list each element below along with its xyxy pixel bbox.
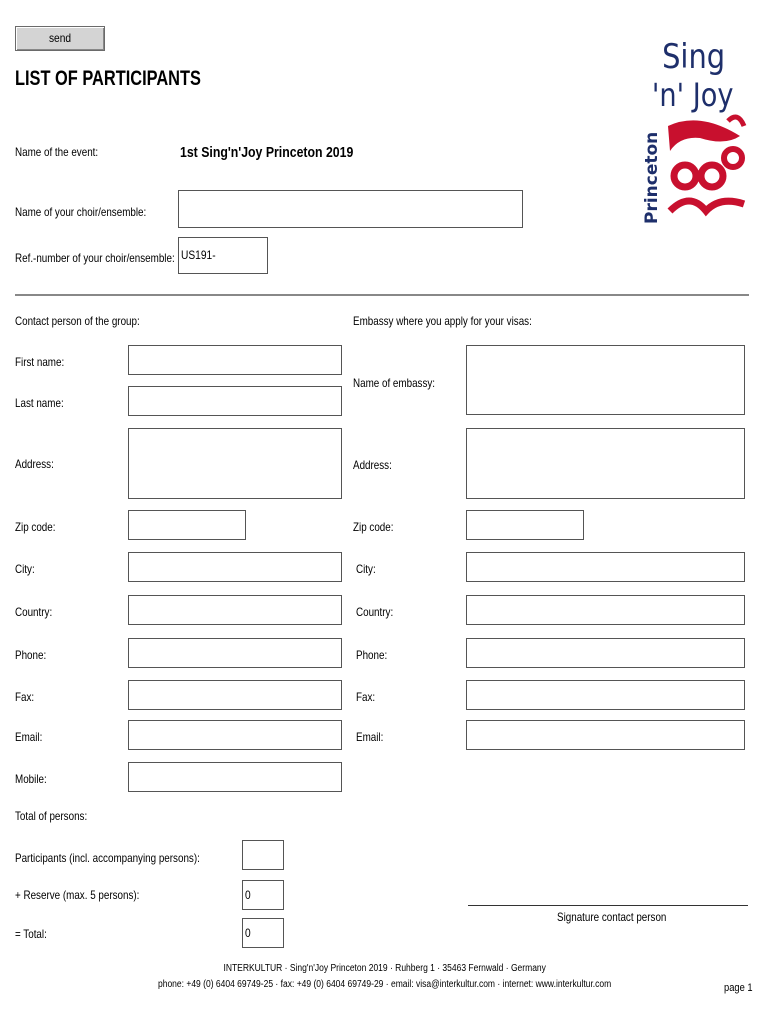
- contact-email-field[interactable]: [128, 720, 342, 750]
- event-name-value: 1st Sing'n'Joy Princeton 2019: [180, 144, 354, 161]
- reserve-field[interactable]: [242, 880, 284, 910]
- embassy-fax-label: Fax:: [356, 690, 376, 704]
- total-label: = Total:: [15, 927, 47, 941]
- embassy-email-label: Email:: [356, 730, 384, 744]
- contact-phone-label: Phone:: [15, 648, 47, 662]
- section-divider: [15, 294, 749, 296]
- contact-address-label: Address:: [15, 457, 54, 471]
- contact-fax-label: Fax:: [15, 690, 35, 704]
- page-title: LIST OF PARTICIPANTS: [15, 67, 201, 90]
- logo-text-sing: Sing: [662, 37, 726, 77]
- send-button[interactable]: send: [15, 26, 105, 51]
- embassy-phone-label: Phone:: [356, 648, 388, 662]
- contact-zip-label: Zip code:: [15, 520, 56, 534]
- contact-heading: Contact person of the group:: [15, 314, 140, 328]
- contact-country-field[interactable]: [128, 595, 342, 625]
- embassy-country-field[interactable]: [466, 595, 745, 625]
- embassy-zip-field[interactable]: [466, 510, 584, 540]
- contact-country-label: Country:: [15, 605, 53, 619]
- participants-label: Participants (incl. accompanying persons):: [15, 851, 200, 865]
- total-value: 0: [245, 926, 251, 940]
- choir-name-field[interactable]: [178, 190, 523, 228]
- embassy-phone-field[interactable]: [466, 638, 745, 668]
- last-name-label: Last name:: [15, 396, 64, 410]
- reserve-label: + Reserve (max. 5 persons):: [15, 888, 140, 902]
- sing-n-joy-logo: [640, 26, 750, 226]
- last-name-field[interactable]: [128, 386, 342, 416]
- embassy-name-field[interactable]: [466, 345, 745, 415]
- contact-phone-field[interactable]: [128, 638, 342, 668]
- contact-zip-field[interactable]: [128, 510, 246, 540]
- embassy-city-label: City:: [356, 562, 376, 576]
- contact-city-field[interactable]: [128, 552, 342, 582]
- embassy-address-field[interactable]: [466, 428, 745, 499]
- choir-name-label: Name of your choir/ensemble:: [15, 205, 147, 219]
- embassy-address-label: Address:: [353, 458, 392, 472]
- embassy-heading: Embassy where you apply for your visas:: [353, 314, 532, 328]
- participants-field[interactable]: [242, 840, 284, 870]
- totals-heading: Total of persons:: [15, 809, 88, 823]
- logo-text-n-joy: 'n' Joy: [651, 76, 734, 115]
- contact-mobile-label: Mobile:: [15, 772, 47, 786]
- total-field[interactable]: [242, 918, 284, 948]
- event-name-label: Name of the event:: [15, 145, 99, 159]
- contact-fax-field[interactable]: [128, 680, 342, 710]
- embassy-country-label: Country:: [356, 605, 394, 619]
- embassy-fax-field[interactable]: [466, 680, 745, 710]
- contact-mobile-field[interactable]: [128, 762, 342, 792]
- contact-city-label: City:: [15, 562, 35, 576]
- page-number: page 1: [724, 982, 753, 994]
- embassy-email-field[interactable]: [466, 720, 745, 750]
- signature-line: [468, 905, 748, 906]
- logo-text-princeton: Princeton: [642, 131, 662, 224]
- embassy-city-field[interactable]: [466, 552, 745, 582]
- first-name-label: First name:: [15, 355, 65, 369]
- ref-number-field[interactable]: [178, 237, 268, 274]
- embassy-zip-label: Zip code:: [353, 520, 394, 534]
- contact-address-field[interactable]: [128, 428, 342, 499]
- footer-address: INTERKULTUR · Sing'n'Joy Princeton 2019 · Ruhberg 1 · 35463 Fernwald · Germany: [223, 963, 547, 974]
- reserve-value: 0: [245, 888, 251, 902]
- first-name-field[interactable]: [128, 345, 342, 375]
- embassy-name-label: Name of embassy:: [353, 376, 436, 390]
- footer-contact: phone: +49 (0) 6404 69749-25 · fax: +49 (0) 6404 69749-29 · email: visa@interkultur.com · internet: www.interkultur.com: [158, 979, 612, 990]
- ref-number-value: US191-: [181, 248, 216, 262]
- contact-email-label: Email:: [15, 730, 43, 744]
- logo-graphic: [640, 26, 750, 226]
- ref-number-label: Ref.-number of your choir/ensemble:: [15, 251, 175, 265]
- signature-label: Signature contact person: [557, 910, 667, 924]
